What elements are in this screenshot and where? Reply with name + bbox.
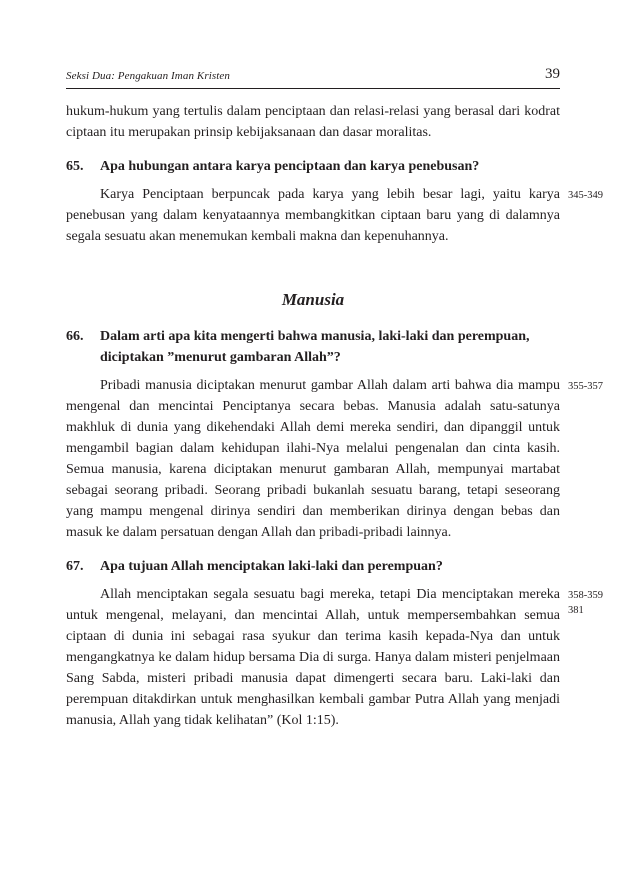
answer-65-text: Karya Penciptaan berpuncak pada karya yang lebih besar lagi, yaitu karya penebusan yang dalam kenyataannya membangkitkan ciptaan baru yang di dalamnya segala sesuatu akan menemukan kembali makna dan kepenuhannya.: [66, 187, 560, 244]
question-66-number: 66.: [66, 329, 84, 344]
intro-paragraph: hukum-hukum yang tertulis dalam penciptaan dan relasi-relasi yang berasal dari kodrat ciptaan itu merupakan prinsip kebijaksanaan dan dasar moralitas.: [66, 104, 560, 140]
answer-67-text: Allah menciptakan segala sesuatu bagi mereka, tetapi Dia menciptakan mereka untuk mengenal, melayani, dan mencintai Allah, untuk mempersembahkan semua ciptaan di dunia ini sebagai rasa syukur dan terima kasih kepada-Nya dan untuk mengangkatnya ke dalam hidup bersama Dia di surga. Hanya dalam misteri penjelmaan Sang Sabda, misteri pribadi manusia dapat dimengerti secara baru. Laki-laki dan perempuan ditakdirkan untuk menghasilkan kembali gambar Putra Allah yang menjadi manusia, Allah yang tidak kelihatan” (Kol 1:15).: [66, 587, 560, 728]
page-number: 39: [545, 66, 560, 82]
page-body: [66, 101, 603, 731]
answer-67-reference: [568, 588, 628, 618]
question-65-number: 65.: [66, 159, 84, 174]
question-66-text: Dalam arti apa kita mengerti bahwa manusia, laki-laki dan perempuan, diciptakan ”menurut gambaran Allah”?: [100, 329, 530, 365]
answer-67-block: [66, 584, 603, 731]
answer-66-block: [66, 375, 603, 543]
section-title: Manusia: [281, 290, 345, 309]
running-header: [66, 62, 560, 89]
question-67-number: 67.: [66, 559, 84, 574]
answer-67-reference-line-2: 381: [568, 605, 584, 616]
question-65-text: Apa hubungan antara karya penciptaan dan karya penebusan?: [100, 159, 480, 174]
question-65: [66, 156, 560, 177]
question-66: [66, 326, 560, 368]
answer-65-reference: 345-349: [568, 190, 603, 201]
answer-65-block: [66, 184, 603, 247]
question-67: [66, 556, 560, 577]
question-67-text: Apa tujuan Allah menciptakan laki-laki dan perempuan?: [100, 559, 443, 574]
answer-67-reference-line-1: 358-359: [568, 590, 603, 601]
answer-66-reference: 355-357: [568, 381, 603, 392]
running-header-title: Seksi Dua: Pengakuan Iman Kristen: [66, 70, 230, 82]
answer-66-text: Pribadi manusia diciptakan menurut gambar Allah dalam arti bahwa dia mampu mengenal dan mencintai Penciptanya secara bebas. Manusia adalah satu-satunya makhluk di dunia yang dikehendaki Allah demi mereka sendiri, dan dipanggil untuk mengambil bagian dalam kehidupan ilahi-Nya melalui pengenalan dan cinta kasih. Semua manusia, karena diciptakan menurut gambaran Allah, mempunyai martabat sebagai seorang pribadi. Seorang pribadi bukanlah sesuatu barang, tetapi seseorang yang mampu mengenal dirinya sendiri dan memberikan dirinya dengan bebas dan masuk ke dalam persatuan dengan Allah dan pribadi-pribadi lainnya.: [66, 378, 560, 540]
